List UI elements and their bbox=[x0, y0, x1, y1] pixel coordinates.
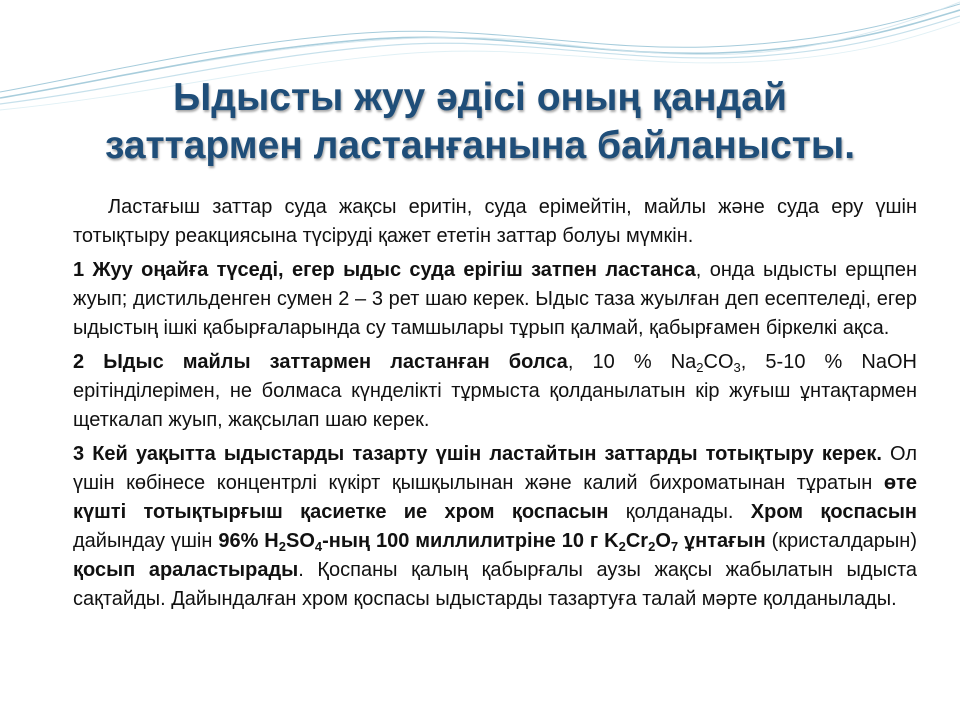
item-3-paragraph bbox=[73, 440, 917, 614]
subscript: 2 bbox=[278, 539, 286, 554]
intro-text: Ластағыш заттар суда жақсы еритін, суда ерімейтін, майлы және суда еру үшін тотықтыру реакциясына түсіруді қажет ететін заттар болуы мүмкін. bbox=[73, 196, 917, 247]
slide-title bbox=[0, 74, 960, 170]
item-3-text-b: қолданады. bbox=[608, 501, 751, 523]
content-body bbox=[73, 193, 917, 619]
subscript: 4 bbox=[314, 539, 323, 554]
formula-part: CO bbox=[703, 351, 734, 373]
formula-part: SO bbox=[285, 530, 315, 552]
item-3-emphasis-a: өте күшті тотықтырғыш қасиетке ие хром қоспасын bbox=[73, 472, 917, 523]
item-2-heading: 2 Ыдыс майлы заттармен ластанған болса bbox=[73, 351, 568, 373]
title-line-1: Ыдысты жуу әдісі оның қандай bbox=[173, 76, 787, 119]
item-1-paragraph bbox=[73, 256, 917, 343]
subscript: 2 bbox=[618, 539, 626, 554]
formula-part: O bbox=[655, 530, 671, 552]
item-3-emphasis-b: Хром қоспасын bbox=[750, 501, 917, 523]
item-3-text-e: . Қоспаны қалың қабырғалы аузы жақсы жабылатын ыдыста сақтайды. Дайындалған хром қоспасы ыдыстарды тазартуға талай мәрте қолданылады. bbox=[73, 559, 917, 610]
item-3-text-a: Ол үшін көбінесе концентрлі күкірт қышқылынан және калий бихроматынан тұратын bbox=[73, 443, 917, 494]
title-line-2: заттармен ластанғанына байланысты. bbox=[104, 124, 856, 167]
item-3-heading: 3 Кей уақытта ыдыстарды тазарту үшін ластайтын заттарды тотықтыру керек. bbox=[73, 443, 882, 465]
subscript: 7 bbox=[670, 539, 679, 554]
item-3-text-d: (кристалдарын) bbox=[765, 530, 918, 552]
item-1-text: , онда ыдысты ерщпен жуып; дистильденген сумен 2 – 3 рет шаю керек. Ыдыс таза жуылған деп есептеледі, егер ыдыстың ішкі қабырғаларында су тамшылары тұрып қалмай, қабырғамен біркелкі ақса. bbox=[73, 259, 917, 339]
item-2-paragraph bbox=[73, 348, 917, 435]
formula-part: ұнтағын bbox=[678, 530, 766, 552]
item-3-formula bbox=[218, 530, 765, 552]
subscript: 3 bbox=[733, 360, 741, 375]
formula-part: 96% H bbox=[218, 530, 279, 552]
item-3-emphasis-c: қосып араластырады bbox=[73, 559, 299, 581]
subscript: 2 bbox=[696, 360, 704, 375]
item-2-text-a: , 10 % Na bbox=[567, 351, 697, 373]
intro-paragraph bbox=[73, 193, 917, 251]
item-2-text-b: , 5-10 % NaOH ерітінділерімен, не болмаса күнделікті тұрмыста қолданылатын кір жуғыш ұнтақтармен щеткалап жуып, жақсылап шаю керек. bbox=[73, 351, 917, 431]
item-3-text-c: дайындау үшін bbox=[73, 530, 219, 552]
subscript: 2 bbox=[648, 539, 656, 554]
item-1-heading: 1 Жуу оңайға түседі, егер ыдыс суда ерігіш затпен ластанса bbox=[73, 259, 696, 281]
formula-part: -ның 100 миллилитріне 10 г K bbox=[322, 530, 619, 552]
formula-part: Cr bbox=[625, 530, 649, 552]
